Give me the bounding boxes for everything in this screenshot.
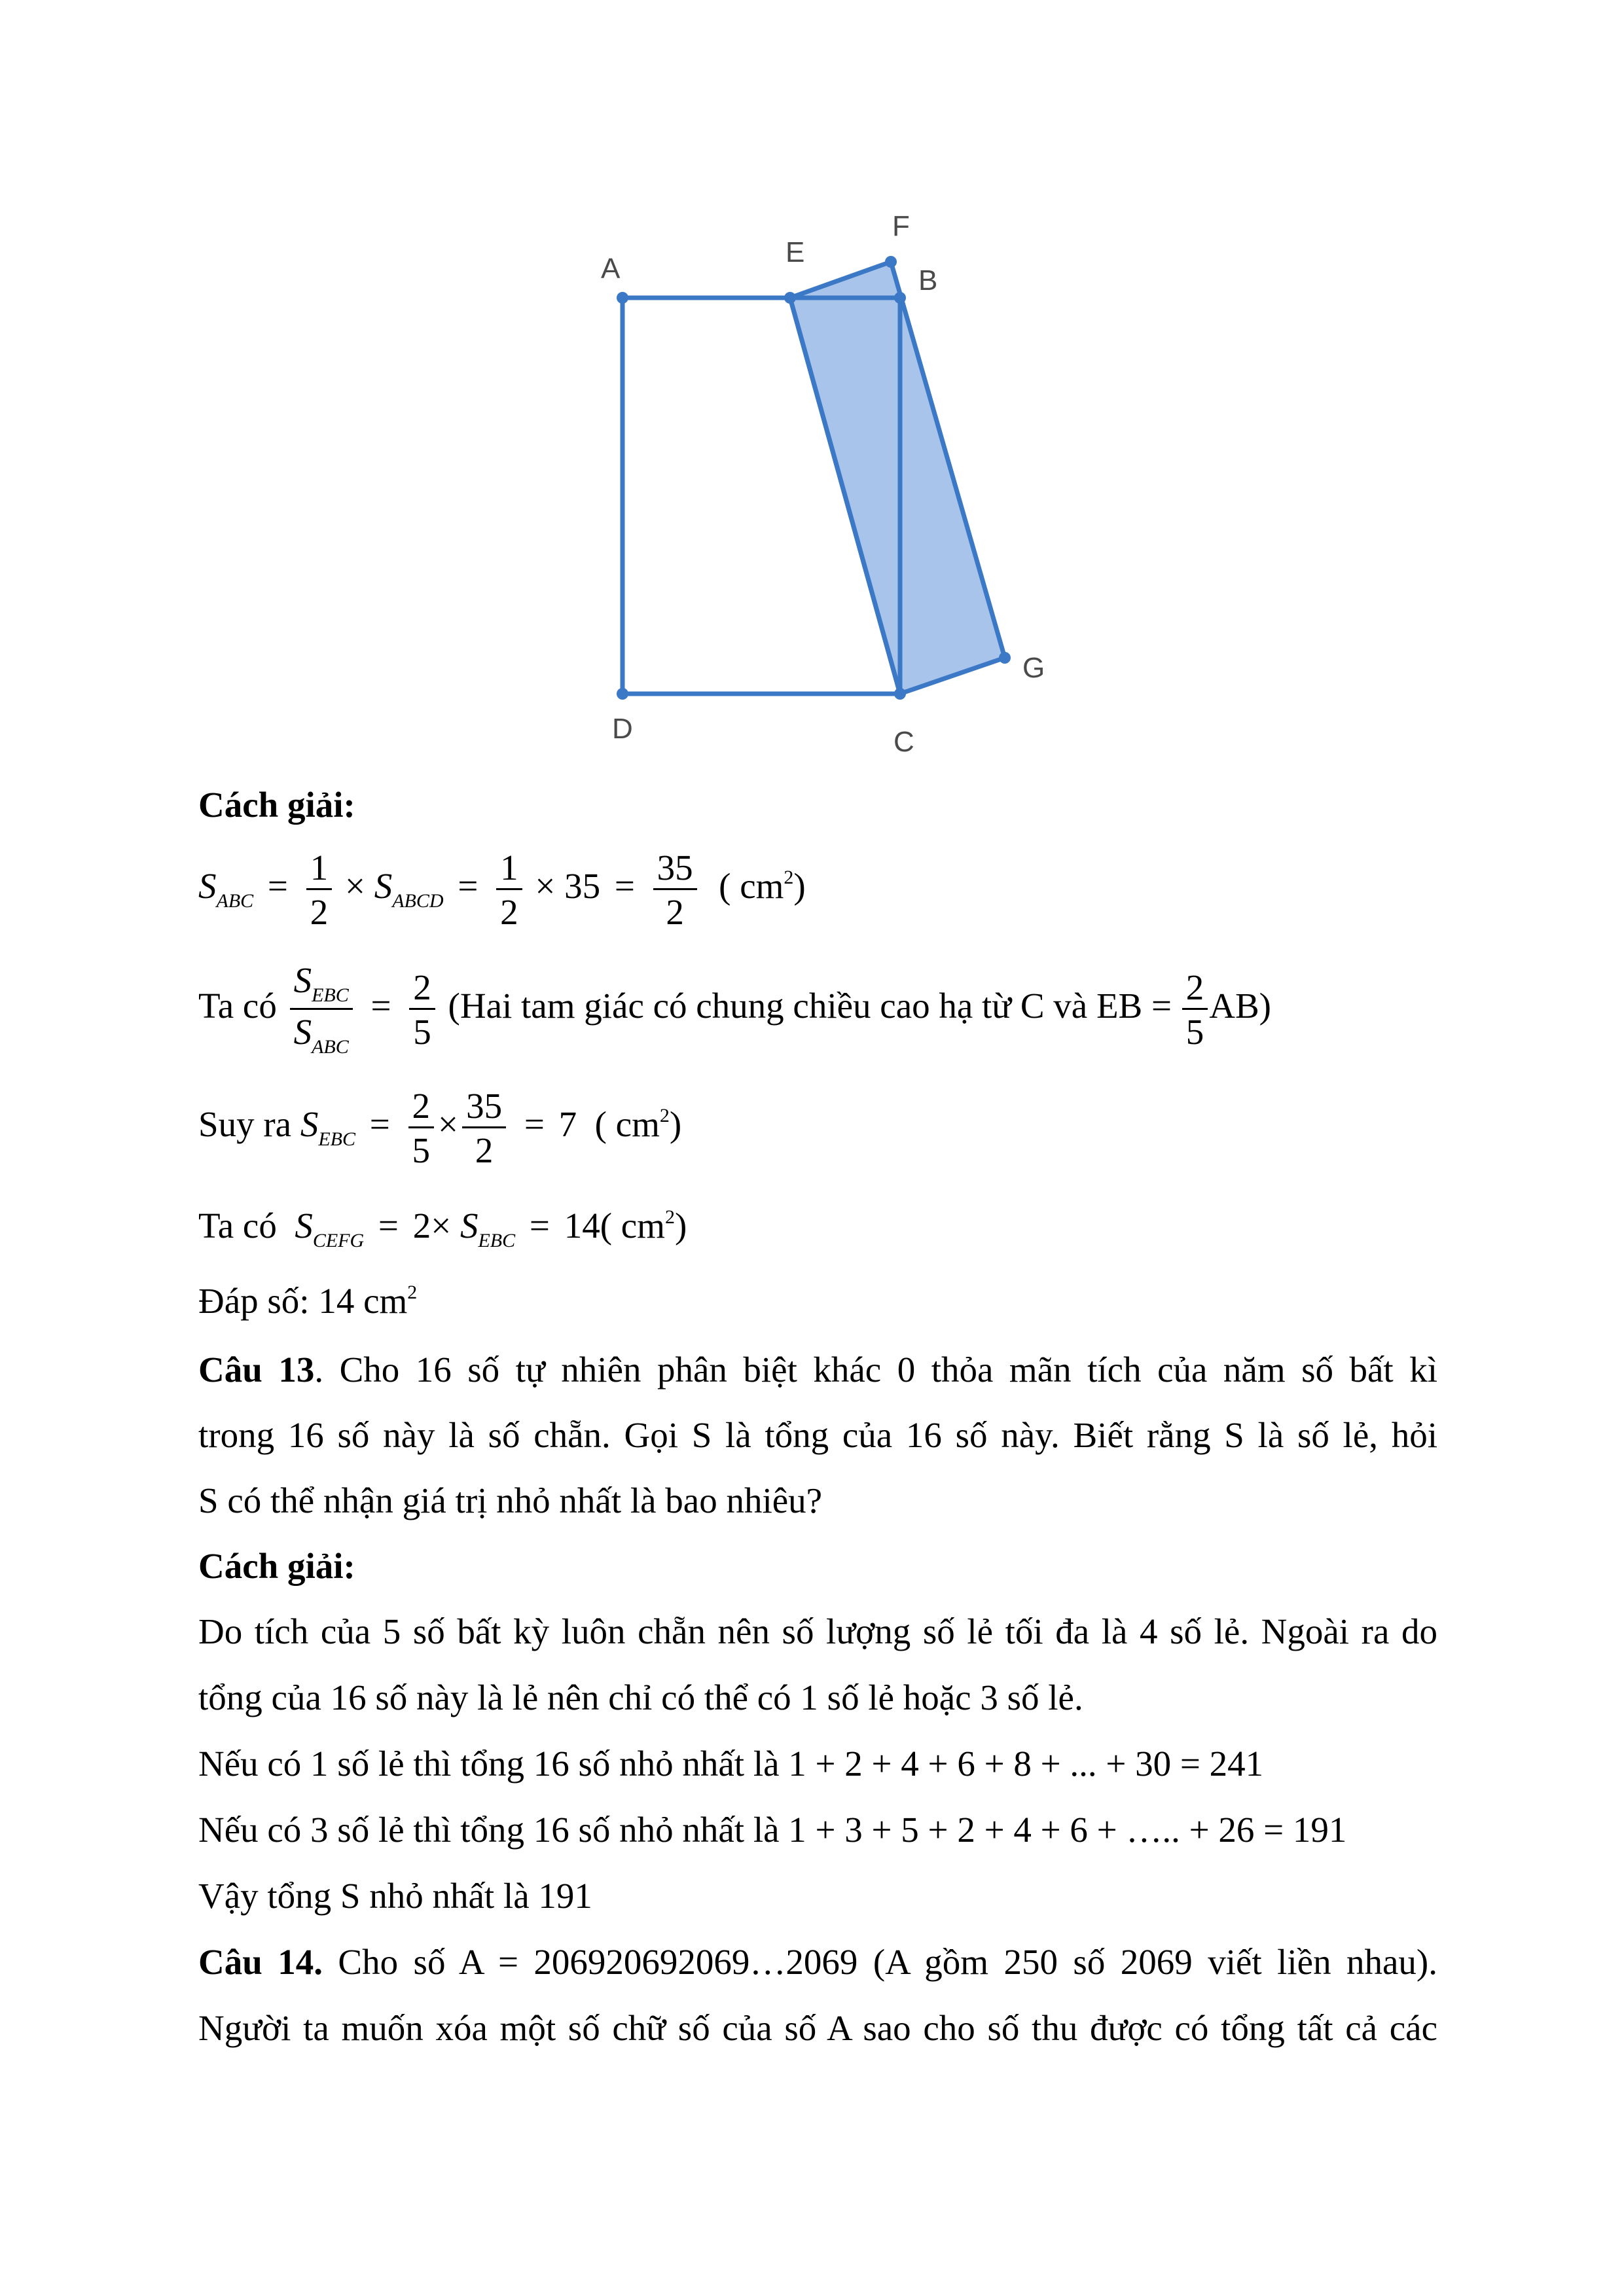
unit-close: ): [669, 1104, 682, 1145]
superscript-2: 2: [784, 867, 794, 889]
q13-text: . Cho 16 số tự nhiên phân biệt khác 0 thỏa mãn tích của năm số bất kì: [314, 1350, 1437, 1390]
fraction-2-over-5: [1182, 969, 1208, 1050]
denominator: 2: [500, 892, 518, 932]
denominator: [290, 1010, 353, 1057]
subscript-abc: ABC: [312, 1036, 349, 1058]
geometry-figure: [0, 0, 1624, 785]
symbol-s: S: [295, 1206, 313, 1246]
point-c: [894, 688, 906, 700]
equation-ratio: [198, 962, 1271, 1057]
denominator: 5: [412, 1130, 431, 1170]
unit-close: ): [674, 1206, 687, 1246]
point-g: [999, 652, 1011, 664]
superscript-2: 2: [407, 1282, 418, 1303]
fraction-35-over-2: [653, 850, 697, 930]
equals: =: [529, 1206, 550, 1246]
equals: =: [370, 986, 391, 1026]
q13-label: Câu 13: [198, 1350, 315, 1390]
fraction-one-half: [306, 850, 333, 930]
numerator: 2: [1182, 969, 1208, 1010]
numerator: 35: [462, 1088, 506, 1128]
unit-open: ( cm: [600, 1206, 665, 1246]
q13-sol-line-4: Nếu có 3 số lẻ thì tổng 16 số nhỏ nhất là 1 + 3 + 5 + 2 + 4 + 6 + ….. + 26 = 191: [198, 1810, 1347, 1850]
symbol-s: S: [374, 866, 393, 906]
number-7: 7: [558, 1104, 577, 1145]
subscript-ebc: EBC: [478, 1230, 516, 1252]
times: ×: [438, 1104, 459, 1145]
fraction-2-over-5: [408, 1088, 435, 1168]
q13-line-2: trong 16 số này là số chẵn. Gọi S là tổng của 16 số này. Biết rằng S là số lẻ, hỏi: [198, 1415, 1437, 1455]
q13-sol-line-3: Nếu có 1 số lẻ thì tổng 16 số nhỏ nhất là 1 + 2 + 4 + 6 + 8 + ... + 30 = 241: [198, 1744, 1264, 1784]
note-close: AB): [1209, 986, 1271, 1026]
note-text: (Hai tam giác có chung chiều cao hạ từ C và EB =: [448, 986, 1172, 1026]
denominator: 2: [666, 892, 684, 932]
equation-area-abc: [198, 850, 806, 930]
fraction-35-over-2: [462, 1088, 506, 1168]
times: ×: [344, 866, 365, 906]
q13-solution-heading: Cách giải:: [198, 1546, 355, 1586]
denominator: 5: [413, 1012, 431, 1052]
numerator: [290, 962, 353, 1010]
equals: =: [458, 866, 478, 906]
equals: =: [378, 1206, 399, 1246]
equation-area-cefg: [198, 1208, 687, 1251]
equation-area-ebc: [198, 1088, 681, 1168]
subscript-ebc: EBC: [318, 1128, 355, 1151]
two-times: 2×: [412, 1206, 452, 1246]
point-f: [885, 256, 897, 268]
label-e: E: [785, 236, 805, 268]
point-d: [617, 688, 628, 700]
denominator: 2: [475, 1130, 494, 1170]
q13-sol-line-2: tổng của 16 số này là lẻ nên chỉ có thể có 1 số lẻ hoặc 3 số lẻ.: [198, 1677, 1083, 1717]
symbol-s: S: [198, 866, 217, 906]
solution-heading: Cách giải:: [198, 785, 355, 825]
superscript-2: 2: [664, 1206, 675, 1229]
q14-line-2: Người ta muốn xóa một số chữ số của số A sao cho số thu được có tổng tất cả các: [198, 2008, 1437, 2048]
symbol-s: S: [300, 1104, 319, 1145]
superscript-2: 2: [659, 1105, 670, 1127]
label-g: G: [1022, 652, 1045, 684]
text-ta-co: Ta có: [198, 986, 277, 1026]
answer-unit: cm: [363, 1281, 408, 1321]
point-e: [784, 292, 796, 304]
numerator: 1: [496, 850, 522, 890]
subscript-cefg: CEFG: [312, 1230, 365, 1252]
text-suy-ra: Suy ra: [198, 1104, 292, 1145]
q13-sol-line-5: Vậy tổng S nhỏ nhất là 191: [198, 1876, 592, 1916]
unit-open: ( cm: [594, 1104, 660, 1145]
equals: =: [614, 866, 635, 906]
label-f: F: [892, 210, 910, 242]
answer-line: [198, 1283, 417, 1319]
number-14: 14: [564, 1206, 600, 1246]
symbol-s: S: [293, 1012, 312, 1052]
numerator: 1: [306, 850, 333, 890]
fraction-2-over-5: [409, 969, 435, 1050]
number-35: 35: [564, 866, 601, 906]
equals: =: [369, 1104, 390, 1145]
symbol-s: S: [293, 960, 312, 1000]
fraction-sebc-over-sabc: [290, 962, 353, 1057]
unit-open: ( cm: [719, 866, 784, 906]
label-d: D: [612, 713, 633, 745]
equals: =: [267, 866, 288, 906]
subscript-abc: ABC: [216, 890, 254, 912]
label-b: B: [918, 264, 938, 296]
subscript-abcd: ABCD: [392, 890, 444, 912]
symbol-s: S: [460, 1206, 478, 1246]
point-a: [617, 292, 628, 304]
q14-label: Câu 14.: [198, 1942, 323, 1982]
times: ×: [535, 866, 556, 906]
numerator: 2: [408, 1088, 435, 1128]
q14-line-1: [198, 1944, 1437, 1980]
q13-sol-line-1: Do tích của 5 số bất kỳ luôn chẵn nên số lượng số lẻ tối đa là 4 số lẻ. Ngoài ra do: [198, 1611, 1437, 1651]
answer-label: Đáp số: 14: [198, 1281, 355, 1321]
label-a: A: [601, 253, 621, 285]
label-c: C: [893, 726, 914, 758]
q13-line-3: S có thể nhận giá trị nhỏ nhất là bao nhiêu?: [198, 1480, 823, 1520]
point-b: [894, 292, 906, 304]
numerator: 2: [409, 969, 435, 1010]
shaded-parallelogram-cefg: [790, 262, 1005, 694]
denominator: 5: [1185, 1012, 1204, 1052]
text-ta-co: Ta có: [198, 1206, 277, 1246]
q13-line-1: [198, 1352, 1437, 1388]
numerator: 35: [653, 850, 697, 890]
fraction-one-half: [496, 850, 522, 930]
unit-close: ): [793, 866, 806, 906]
q14-text: Cho số A = 206920692069…2069 (A gồm 250 số 2069 viết liền nhau).: [323, 1942, 1437, 1982]
subscript-ebc: EBC: [312, 984, 349, 1006]
equals: =: [524, 1104, 545, 1145]
denominator: 2: [310, 892, 329, 932]
